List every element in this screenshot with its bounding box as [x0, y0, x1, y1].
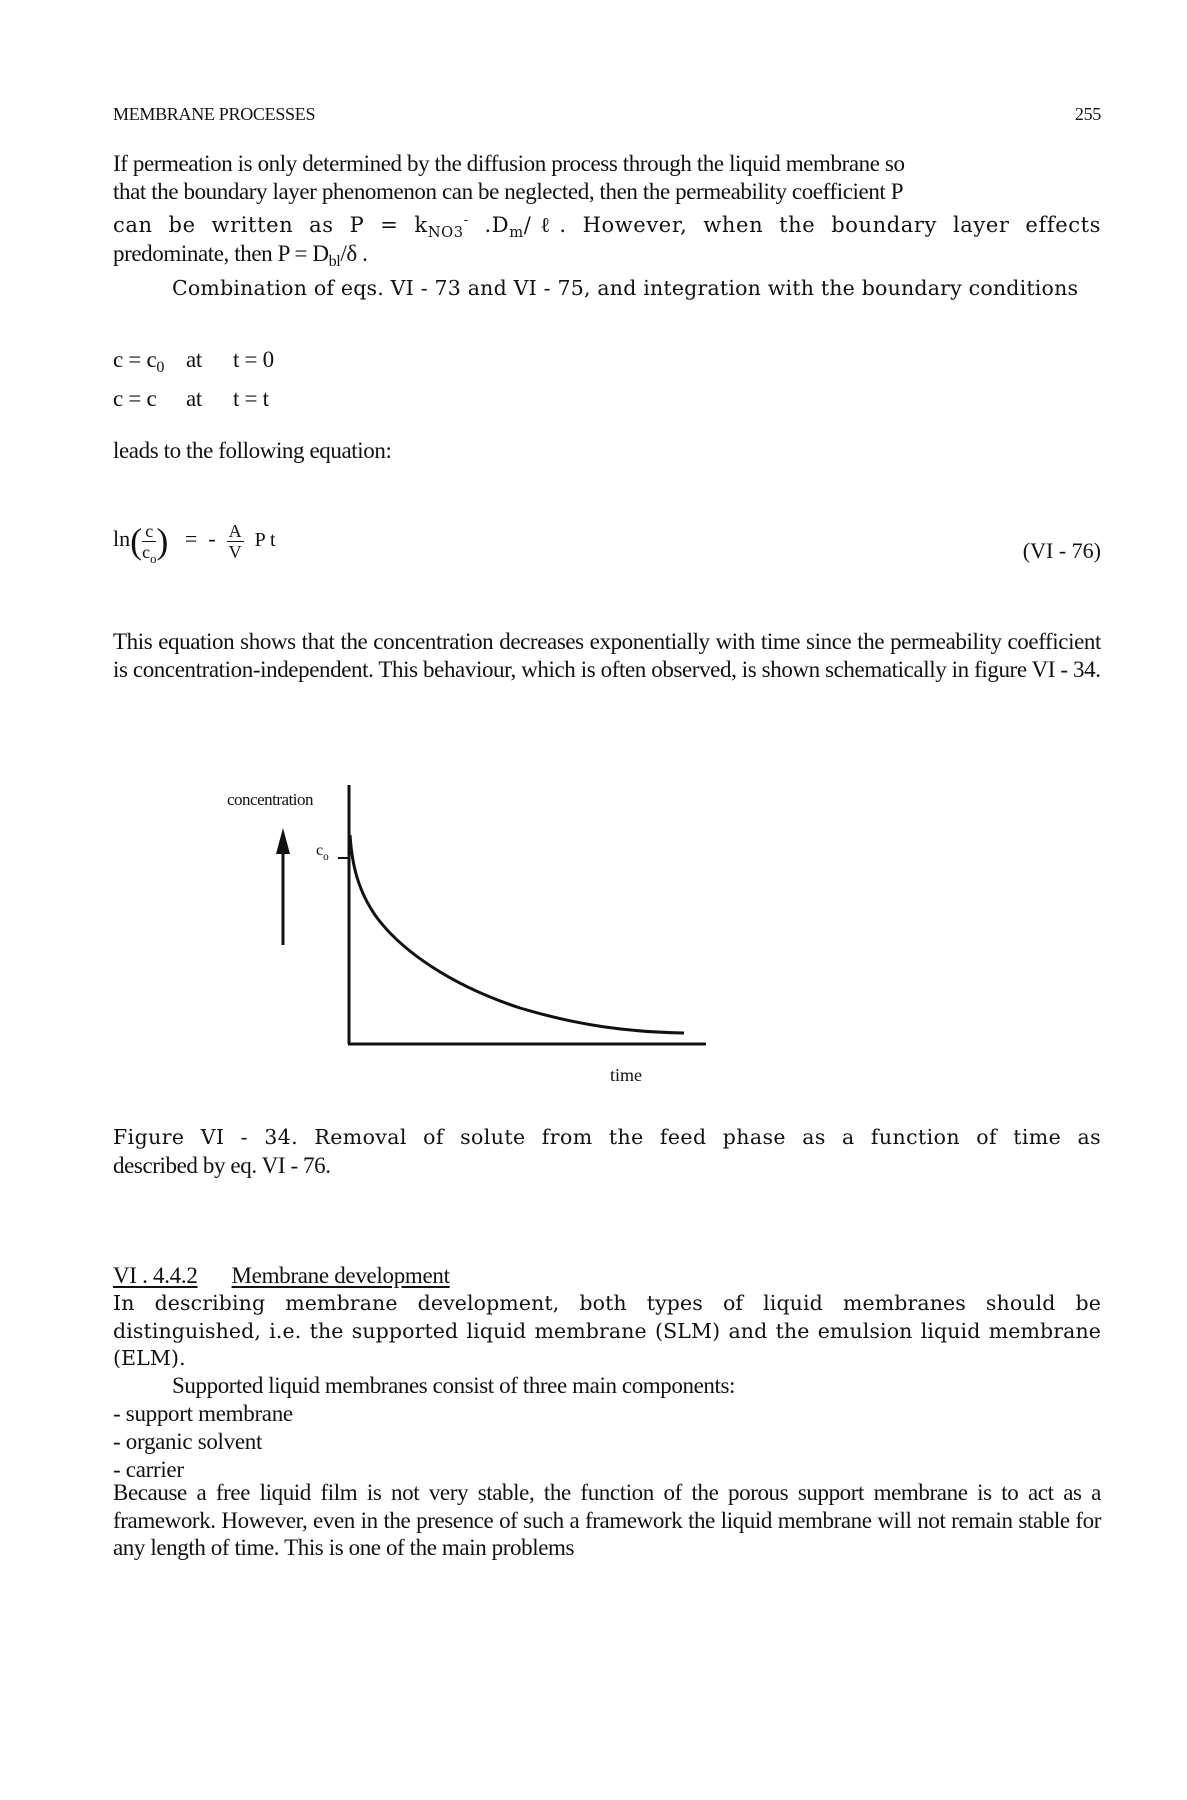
text-line: If permeation is only determined by the diffusion process through the liquid membrane so: [113, 151, 905, 176]
paragraph-membrane-types: In describing membrane development, both types of liquid membranes should be distinguished, i.e. the supported liquid membrane (SLM) and the emulsion liquid membrane (ELM).: [113, 1291, 1101, 1370]
components-list: [113, 1400, 293, 1484]
formula-line: can be written as $P = k_{NO3}^-$ $.D_m/\ell$. However, when the boundary layer effects: [113, 212, 1101, 241]
paragraph-permeation: [113, 150, 1101, 268]
section-heading: [113, 1263, 450, 1289]
running-title: MEMBRANE PROCESSES: [113, 104, 316, 124]
page-number: 255: [1074, 104, 1101, 124]
fraction-c-over-co: $\frac{c}{c_o}$: [142, 520, 157, 566]
condition-row: $c = c_0$ at t = 0: [113, 347, 274, 376]
boundary-conditions: [113, 340, 274, 418]
running-header: [113, 104, 1101, 125]
list-item: - organic solvent: [113, 1429, 263, 1454]
up-arrow-icon: [276, 828, 290, 854]
decay-curve: [350, 835, 684, 1033]
list-item: - carrier: [113, 1457, 184, 1482]
paragraph-combination: Combination of eqs. VI - 73 and VI - 75, and integration with the boundary conditions: [172, 276, 1079, 300]
figure-vi-34: [200, 780, 760, 1110]
equation-label: (VI - 76): [1022, 538, 1101, 563]
fraction-a-over-v: $\frac{A}{V}$: [228, 520, 242, 562]
text-line: that the boundary layer phenomenon can be neglected, then the permeability coefficient P: [113, 178, 904, 204]
y-axis-label: concentration: [227, 790, 314, 809]
co-tick-label: $c_o$: [316, 842, 329, 863]
decay-chart: [200, 780, 760, 1110]
condition-row: c = c at t = t: [113, 386, 269, 411]
formula-line: predominate, then $P = D_{bl}/\delta$ .: [113, 241, 368, 270]
section-number: VI . 4.4.2: [113, 1263, 198, 1288]
paragraph-exponential: This equation shows that the concentration decreases exponentially with time since the permeability coefficient is concentration-independent. This behaviour, which is often observed, is shown schematically in figure VI - 34.: [113, 629, 1101, 682]
equation-vi-76: ln( $\frac{c}{c_o}$ ) = - $\frac{A}{V}$ P t (VI - 76): [113, 520, 1101, 566]
figure-caption: Figure VI - 34. Removal of solute from the feed phase as a function of time as described by eq. VI - 76.: [113, 1125, 1101, 1178]
section-title: Membrane development: [231, 1263, 450, 1288]
lead-text: leads to the following equation:: [113, 438, 392, 463]
paragraph-framework: Because a free liquid film is not very stable, the function of the porous support membrane is to act as a framework. However, even in the presence of such a framework the liquid membrane will not remain stable for any length of time. This is one of the main problems: [113, 1480, 1101, 1560]
list-item: - support membrane: [113, 1401, 293, 1426]
x-axis-label: time: [610, 1065, 642, 1085]
paragraph-components-intro: Supported liquid membranes consist of three main components:: [172, 1373, 736, 1398]
